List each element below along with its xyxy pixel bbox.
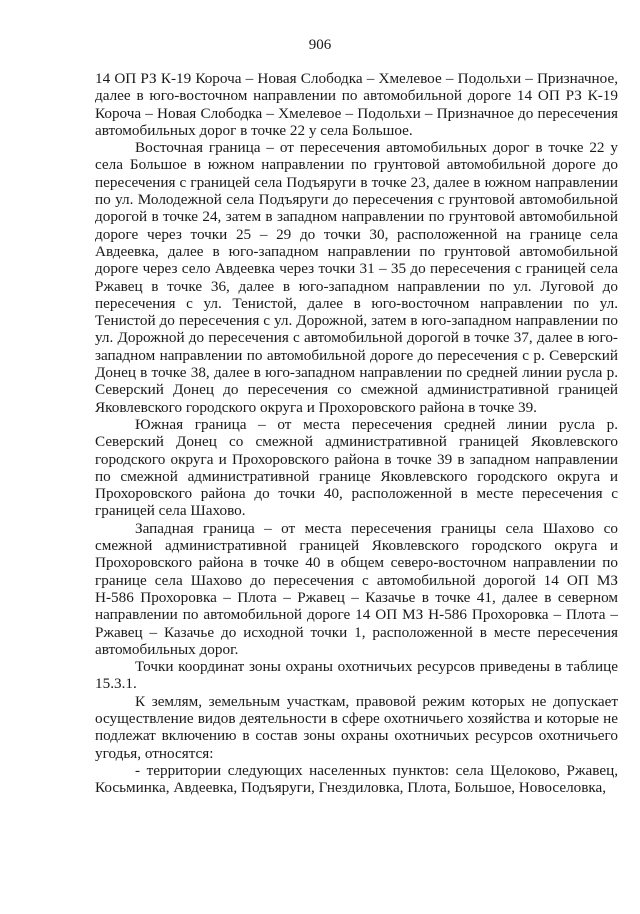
paragraph-route-continuation: 14 ОП РЗ К-19 Короча – Новая Слободка – Хмелевое – Подольхи – Призначное, далее в юго-восточном направлении по автомобильной дороге 14 ОП РЗ К-19 Короча – Новая Слободка – Хмелевое – Подольхи – Призначное до пересечения автомобильных дорог в точке 22 у села Большое. [95, 70, 618, 139]
paragraph-eastern-border: Восточная граница – от пересечения автомобильных дорог в точке 22 у села Большое в южном направлении по грунтовой автомобильной дороге до пересечения с границей села Подъяруги в точке 23, далее в южном направлении по ул. Молодежной села Подъяруги до пересечения с грунтовой автомобильной дорогой в точке 24, затем в западном направлении по грунтовой автомобильной дороге через точки 25 – 29 до точки 30, расположенной на границе села Авдеевка, далее в юго-западном направлении по грунтовой автомобильной дороге через село Авдеевка через точки 31 – 35 до пересечения с границей села Ржавец в точке 36, далее в юго-западном направлении по ул. Луговой до пересечения с ул. Тенистой, далее в юго-восточном направлении по ул. Тенистой до пересечения с ул. Дорожной, затем в юго-западном направлении по ул. Дорожной до пересечения с автомобильной дорогой в точке 37, далее в юго-западном направлении по автомобильной дороге до пересечения с р. Северский Донец в точке 38, далее в юго-западном направлении по средней линии русла р. Северский Донец до пересечения со смежной административной границей Яковлевского городского округа и Прохоровского района в точке 39. [95, 139, 618, 416]
paragraph-western-border: Западная граница – от места пересечения границы села Шахово со смежной административной границей Яковлевского городского округа и Прохоровского района в точке 40 в общем северо-восточном направлении по границе села Шахово до пересечения с автомобильной дорогой 14 ОП МЗ Н-586 Прохоровка – Плота – Ржавец – Казачье в точке 41, далее в северном направлении по автомобильной дороге 14 ОП МЗ Н-586 Прохоровка – Плота – Ржавец – Казачье до исходной точки 1, расположенной в месте пересечения автомобильных дорог. [95, 519, 618, 658]
paragraph-southern-border: Южная граница – от места пересечения средней линии русла р. Северский Донец со смежной административной границей Яковлевского городского округа и Прохоровского района в точке 39 в западном направлении по смежной административной границе Яковлевского городского округа и Прохоровского района до точки 40, расположенной в месте пересечения с границей села Шахово. [95, 415, 618, 520]
paragraph-coordinates-reference: Точки координат зоны охраны охотничьих ресурсов приведены в таблице 15.3.1. [95, 658, 618, 693]
paragraph-excluded-lands: К землям, земельным участкам, правовой режим которых не допускает осуществление видов деятельности в сфере охотничьего хозяйства и которые не подлежат включению в состав зоны охраны охотничьих ресурсов охотничьего угодья, относятся: [95, 692, 618, 762]
document-body [95, 70, 618, 796]
paragraph-settlements-list: - территории следующих населенных пунктов: села Щелоково, Ржавец, Косьминка, Авдеевка, Подъяруги, Гнездиловка, Плота, Большое, Новоселовка, [95, 761, 618, 797]
page-number: 906 [308, 37, 332, 53]
